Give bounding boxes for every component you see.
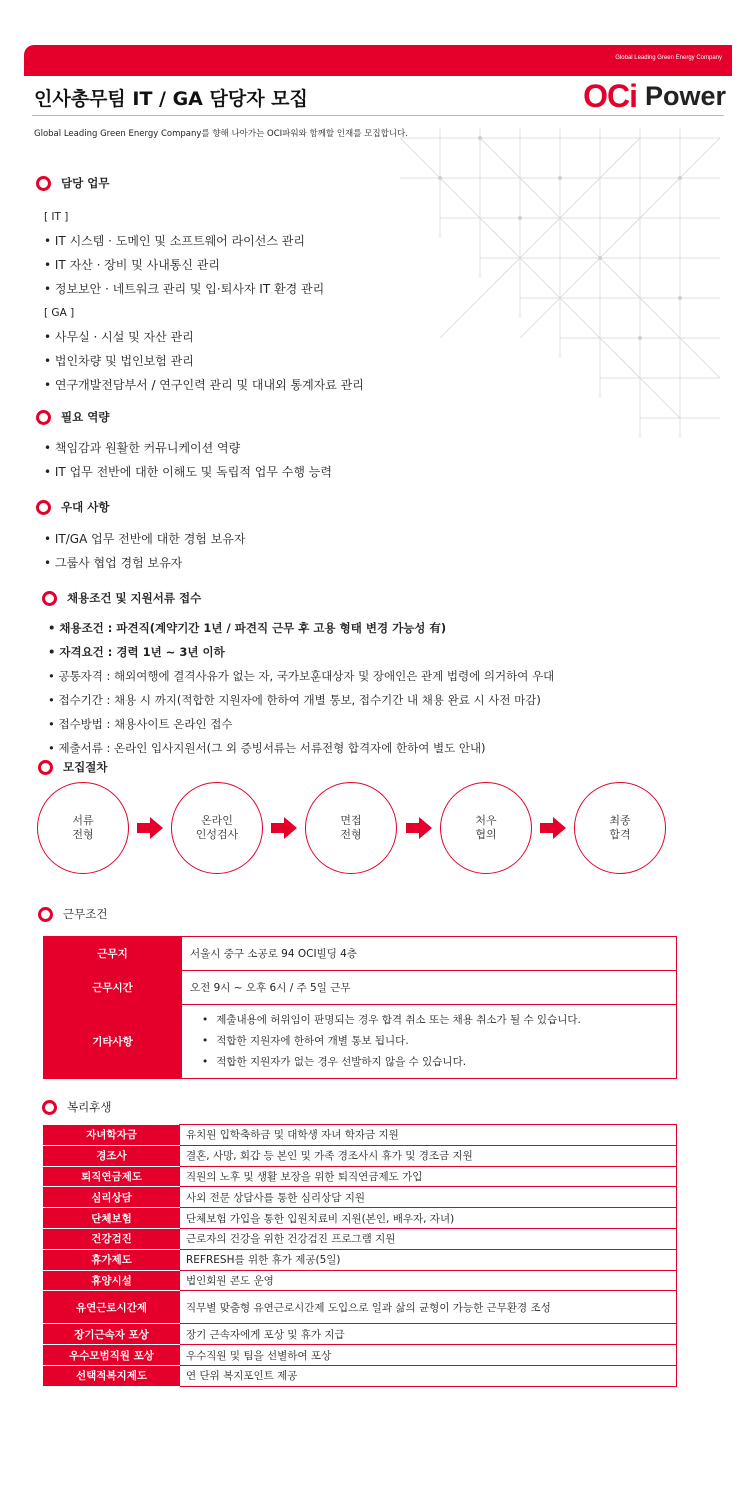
process-step <box>305 782 397 874</box>
row-value: 사외 전문 상담사를 통한 심리상담 지원 <box>180 1187 677 1208</box>
row-value: REFRESH를 위한 휴가 제공(5일) <box>180 1249 677 1270</box>
table-row <box>44 1228 677 1249</box>
logo-word: Power <box>644 80 726 111</box>
row-label: 자녀학자금 <box>44 1125 180 1146</box>
list-item: • 제출내용에 허위임이 판명되는 경우 합격 취소 또는 채용 취소가 될 수 있습니다. <box>202 1010 675 1031</box>
section-heading-conditions <box>42 590 201 606</box>
step-label: 합격 <box>609 828 631 841</box>
row-label: 휴가제도 <box>44 1249 180 1270</box>
list-item: • 접수기간 : 채용 시 까지(적합한 지원자에 한하여 개별 통보, 접수기간 내 채용 완료 시 사전 마감) <box>48 693 541 707</box>
list-item: • 자격요건 : 경력 1년 ~ 3년 이하 <box>48 645 225 659</box>
row-label: 선택적복지제도 <box>44 1365 180 1386</box>
arrow-right-icon <box>540 817 566 839</box>
arrow-right-icon <box>137 817 163 839</box>
process-step <box>37 782 129 874</box>
table-row <box>44 1166 677 1187</box>
table-row <box>44 1324 677 1345</box>
process-flow <box>37 782 727 878</box>
row-label: 유연근로시간제 <box>44 1291 180 1324</box>
duties-list <box>44 205 364 397</box>
process-step <box>171 782 263 874</box>
section-title: 근무조건 <box>63 907 108 921</box>
row-value <box>182 1005 677 1079</box>
row-value: 단체보험 가입을 통한 입원치료비 지원(본인, 배우자, 자녀) <box>180 1208 677 1229</box>
row-label: 심리상담 <box>44 1187 180 1208</box>
row-label: 퇴직연금제도 <box>44 1166 180 1187</box>
table-row <box>44 1270 677 1291</box>
section-title: 우대 사항 <box>61 500 110 514</box>
list-item: [ IT ] <box>44 211 69 223</box>
table-row <box>44 1291 677 1324</box>
table-row <box>44 1125 677 1146</box>
arrow-right-icon <box>406 817 432 839</box>
row-label: 경조사 <box>44 1145 180 1166</box>
list-item: • IT/GA 업무 전반에 대한 경험 보유자 <box>44 532 246 546</box>
bullet-ring-icon <box>36 410 51 425</box>
row-label: 기타사항 <box>44 1005 182 1079</box>
step-label: 서류 <box>72 814 94 827</box>
row-value: 오전 9시 ~ 오후 6시 / 주 5일 근무 <box>182 971 677 1005</box>
table-row <box>44 1145 677 1166</box>
row-value: 연 단위 복지포인트 제공 <box>180 1365 677 1386</box>
arrow-right-icon <box>271 817 297 839</box>
table-row <box>44 1365 677 1386</box>
step-label: 처우 <box>475 814 497 827</box>
list-item: • 정보보안 · 네트워크 관리 및 입·퇴사자 IT 환경 관리 <box>44 282 325 296</box>
row-value: 결혼, 사망, 회갑 등 본인 및 가족 경조사시 휴가 및 경조금 지원 <box>180 1145 677 1166</box>
list-item: • IT 시스템 · 도메인 및 소프트웨어 라이선스 관리 <box>44 234 305 248</box>
section-title: 모집절차 <box>63 760 108 774</box>
title-divider <box>32 115 724 116</box>
table-row <box>44 1187 677 1208</box>
row-value: 직원의 노후 및 생활 보장을 위한 퇴직연금제도 가입 <box>180 1166 677 1187</box>
section-heading-duties <box>36 175 109 191</box>
step-label: 온라인 <box>201 814 233 827</box>
bullet-ring-icon <box>38 760 53 775</box>
step-label: 전형 <box>72 828 94 841</box>
section-heading-work <box>38 906 107 922</box>
welfare-table <box>43 1124 677 1387</box>
preferred-list <box>44 527 246 575</box>
conditions-list <box>48 616 554 760</box>
table-row <box>44 1208 677 1229</box>
step-label: 면접 <box>340 814 362 827</box>
step-label: 인성검사 <box>195 828 239 841</box>
list-item: • 책임감과 원활한 커뮤니케이션 역량 <box>44 441 241 455</box>
table-row <box>44 1005 677 1079</box>
step-label: 최종 <box>609 814 631 827</box>
step-label: 협의 <box>475 828 497 841</box>
table-row <box>44 1345 677 1366</box>
list-item: • 적합한 지원자가 없는 경우 선발하지 않을 수 있습니다. <box>202 1052 675 1073</box>
bullet-ring-icon <box>36 176 51 191</box>
list-item: • 공통자격 : 해외여행에 결격사유가 없는 자, 국가보훈대상자 및 장애인은 관계 법령에 의거하여 우대 <box>48 669 555 683</box>
list-item: • 그룹사 협업 경험 보유자 <box>44 556 183 570</box>
list-item: • IT 업무 전반에 대한 이해도 및 독립적 업무 수행 능력 <box>44 465 332 479</box>
row-value: 유치원 입학축하금 및 대학생 자녀 학자금 지원 <box>180 1125 677 1146</box>
page-title: 인사총무팀 IT / GA 담당자 모집 <box>34 88 308 110</box>
row-label: 건강검진 <box>44 1228 180 1249</box>
row-value: 장기 근속자에게 포상 및 휴가 지급 <box>180 1324 677 1345</box>
row-label: 장기근속자 포상 <box>44 1324 180 1345</box>
table-row <box>44 1249 677 1270</box>
header-tagline: Global Leading Green Energy Company <box>615 55 722 61</box>
skills-list <box>44 436 332 484</box>
step-label: 전형 <box>340 828 362 841</box>
list-item: • 제출서류 : 온라인 입사지원서(그 외 증빙서류는 서류전형 합격자에 한하여 별도 안내) <box>48 741 486 755</box>
bullet-ring-icon <box>38 907 53 922</box>
row-value: 직무별 맞춤형 유연근로시간제 도입으로 일과 삶의 균형이 가능한 근무환경 조성 <box>180 1291 677 1324</box>
table-row <box>44 937 677 971</box>
header-bar <box>24 45 732 76</box>
list-item: • 법인차량 및 법인보험 관리 <box>44 354 194 368</box>
etc-list <box>190 1010 675 1073</box>
section-title: 필요 역량 <box>61 410 110 424</box>
row-value: 서울시 중구 소공로 94 OCI빌딩 4층 <box>182 937 677 971</box>
section-heading-skills <box>36 409 109 425</box>
section-title: 채용조건 및 지원서류 접수 <box>67 591 202 605</box>
list-item: • 연구개발전담부서 / 연구인력 관리 및 대내외 통계자료 관리 <box>44 378 364 392</box>
list-item: • 사무실 · 시설 및 자산 관리 <box>44 330 194 344</box>
list-item: • 적합한 지원자에 한하여 개별 통보 됩니다. <box>202 1031 675 1052</box>
row-value: 법인회원 콘도 운영 <box>180 1270 677 1291</box>
row-label: 우수모범직원 포상 <box>44 1345 180 1366</box>
process-step <box>440 782 532 874</box>
table-row <box>44 971 677 1005</box>
logo-mark: OCi <box>583 77 637 114</box>
row-value: 우수직원 및 팀을 선별하여 포상 <box>180 1345 677 1366</box>
section-heading-preferred <box>36 499 109 515</box>
row-value: 근로자의 건강을 위한 건강검진 프로그램 지원 <box>180 1228 677 1249</box>
bullet-ring-icon <box>42 1100 57 1115</box>
company-logo <box>583 78 726 114</box>
section-title: 담당 업무 <box>61 176 110 190</box>
section-heading-process <box>38 759 107 775</box>
row-label: 근무지 <box>44 937 182 971</box>
row-label: 근무시간 <box>44 971 182 1005</box>
section-heading-welfare <box>42 1099 111 1115</box>
row-label: 휴양시설 <box>44 1270 180 1291</box>
list-item: • 접수방법 : 채용사이트 온라인 접수 <box>48 717 233 731</box>
list-item: [ GA ] <box>44 307 75 319</box>
work-conditions-table <box>43 936 677 1079</box>
bullet-ring-icon <box>42 591 57 606</box>
row-label: 단체보험 <box>44 1208 180 1229</box>
decorative-network-graphic <box>380 118 740 448</box>
process-step <box>574 782 666 874</box>
section-title: 복리후생 <box>67 1100 112 1114</box>
bullet-ring-icon <box>36 500 51 515</box>
list-item: • IT 자산 · 장비 및 사내통신 관리 <box>44 258 220 272</box>
page-subtitle: Global Leading Green Energy Company를 향해 나아가는 OCI파워와 함께할 인재를 모집합니다. <box>34 129 408 139</box>
list-item: • 채용조건 : 파견직(계약기간 1년 / 파견직 근무 후 고용 형태 변경 가능성 有) <box>48 621 447 635</box>
